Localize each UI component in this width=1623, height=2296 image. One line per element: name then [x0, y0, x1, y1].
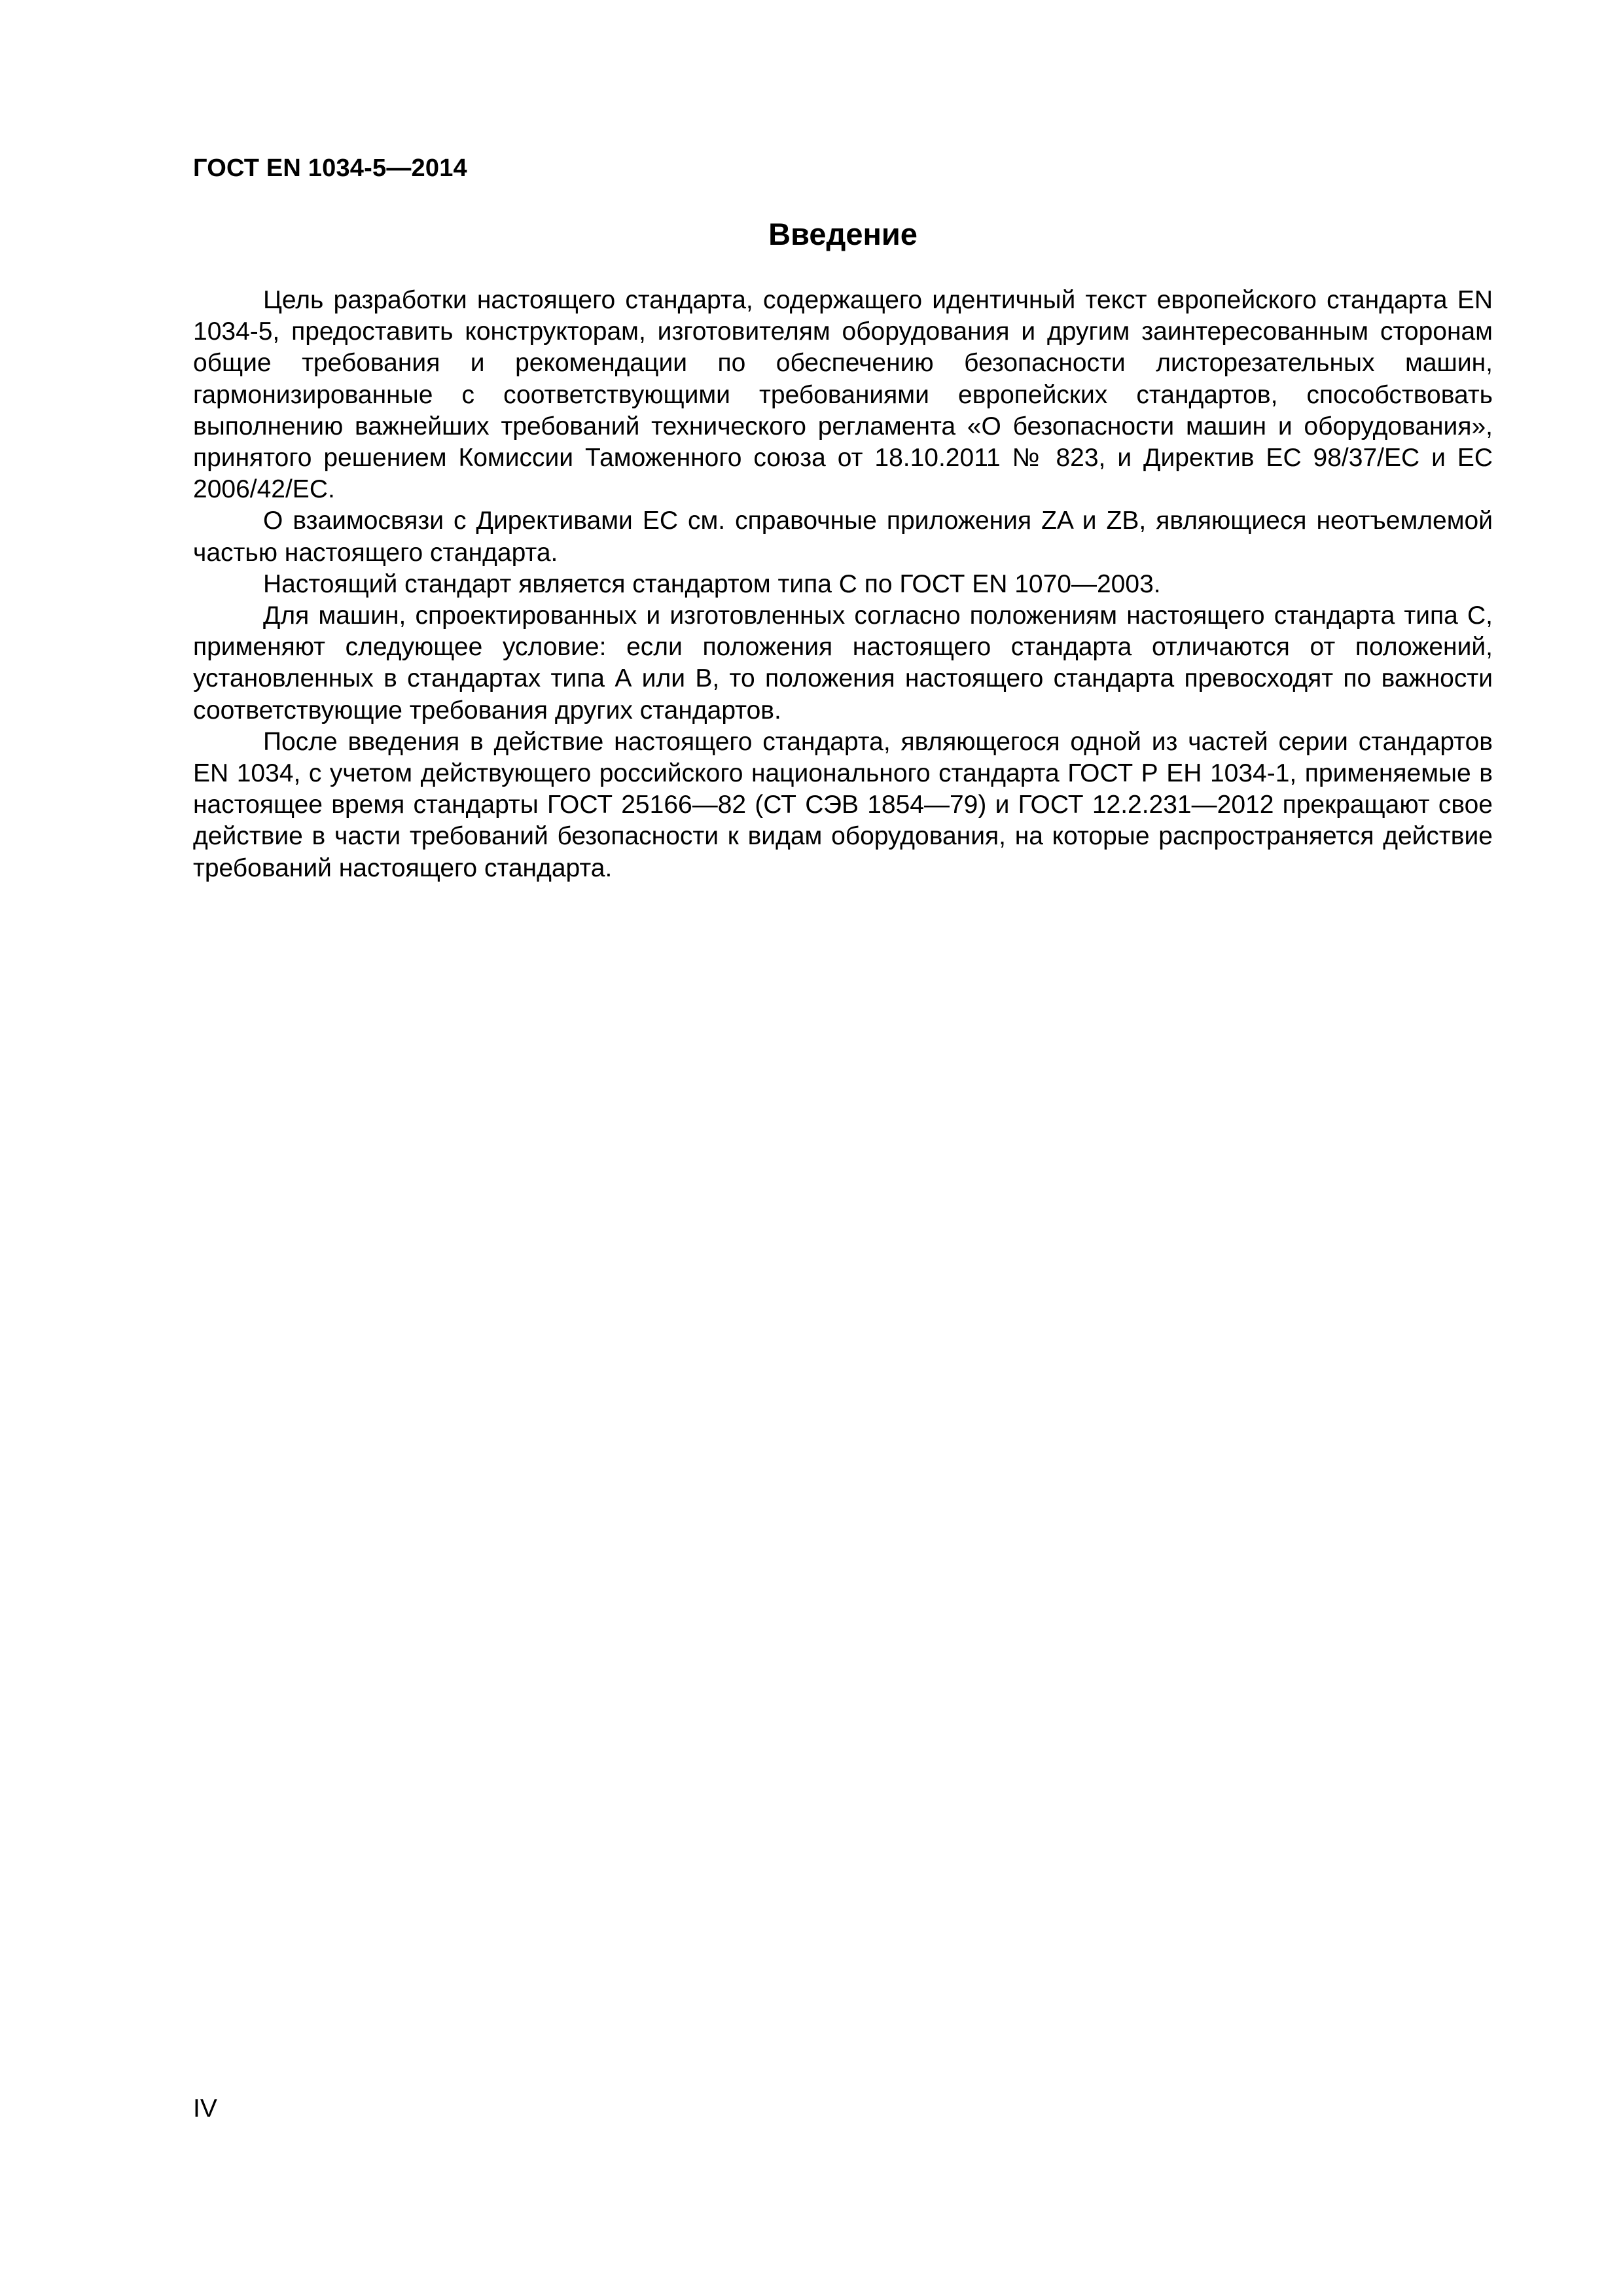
standard-id-header: ГОСТ EN 1034-5—2014	[193, 154, 467, 182]
paragraph-type-c: Настоящий стандарт является стандартом типа С по ГОСТ EN 1070—2003.	[263, 569, 1161, 598]
page-number: IV	[193, 2094, 217, 2123]
paragraph-purpose: Цель разработки настоящего стандарта, содержащего идентичный текст европейского стандарта EN 1034-5, предоставить конструкторам, изготовителям оборудования и другим заинтересованным сторонам общие требования и рекомендации по обеспечению безопасности листорезательных машин, гармонизированные с соответствующими требованиями европейских стандартов, способствовать выполнению важнейших требований технического регламента «О безопасности машин и оборудования», принятого решением Комиссии Таможенного союза от 18.10.2011 № 823, и Директив ЕС 98/37/ЕС и ЕС 2006/42/ЕС.	[193, 286, 1493, 504]
paragraph-replacement: После введения в действие настоящего стандарта, являющегося одной из частей серии стандартов EN 1034, с учетом действующего российского национального стандарта ГОСТ Р ЕН 1034-1, применяемые в настоящее время стандарты ГОСТ 25166—82 (СТ СЭВ 1854—79) и ГОСТ 12.2.231—2012 прекращают свое действие в части требований безопасности к видам оборудования, на которые распространяется действие требований настоящего стандарта.	[193, 727, 1493, 882]
section-title: Введение	[768, 217, 918, 251]
introduction-body	[193, 285, 1493, 884]
paragraph-directives: О взаимосвязи с Директивами ЕС см. справочные приложения ZA и ZB, являющиеся неотъемлемой частью настоящего стандарта.	[193, 507, 1493, 567]
paragraph-precedence: Для машин, спроектированных и изготовленных согласно положениям настоящего стандарта типа С, применяют следующее условие: если положения настоящего стандарта отличаются от положений, установленных в стандартах типа А или В, то положения настоящего стандарта превосходят по важности соответствующие требования других стандартов.	[193, 601, 1493, 725]
